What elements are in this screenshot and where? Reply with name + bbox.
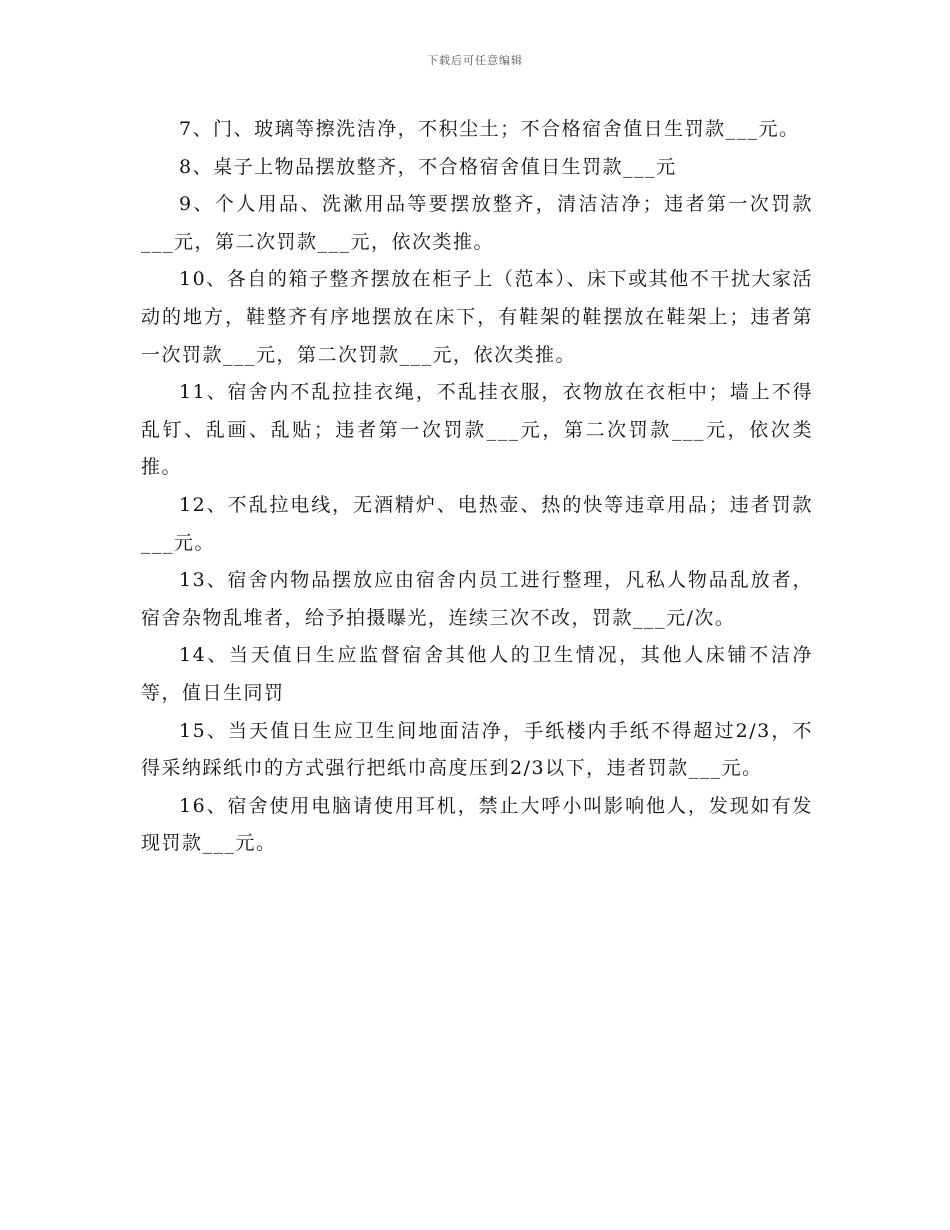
document-body bbox=[141, 111, 813, 863]
rule-paragraph-9: 9、个人用品、洗漱用品等要摆放整齐，清洁洁净；违者第一次罚款___元，第二次罚款___元，依次类推。 bbox=[141, 193, 813, 253]
rule-paragraph-16: 16、宿舍使用电脑请使用耳机，禁止大呼小叫影响他人，发现如有发现罚款___元。 bbox=[141, 794, 813, 855]
page-header: 下载后可任意编辑 bbox=[427, 54, 523, 67]
rule-paragraph-14: 14、当天值日生应监督宿舍其他人的卫生情况，其他人床铺不洁净等，值日生同罚 bbox=[141, 644, 813, 704]
rule-paragraph-8: 8、桌子上物品摆放整齐，不合格宿舍值日生罚款___元 bbox=[179, 155, 677, 178]
rule-paragraph-13: 13、宿舍内物品摆放应由宿舍内员工进行整理，凡私人物品乱放者，宿舍杂物乱堆者，给予拍摄曝光，连续三次不改，罚款___元/次。 bbox=[141, 569, 813, 629]
rule-paragraph-15: 15、当天值日生应卫生间地面洁净，手纸楼内手纸不得超过2/3，不得采纳踩纸巾的方式强行把纸巾高度压到2/3以下，违者罚款___元。 bbox=[141, 719, 813, 780]
rule-paragraph-11: 11、宿舍内不乱拉挂衣绳，不乱挂衣服，衣物放在衣柜中；墙上不得乱钉、乱画、乱贴；违者第一次罚款___元，第二次罚款___元，依次类推。 bbox=[141, 381, 813, 479]
rule-paragraph-10: 10、各自的箱子整齐摆放在柜子上（范本）、床下或其他不干扰大家活动的地方，鞋整齐有序地摆放在床下，有鞋架的鞋摆放在鞋架上；违者第一次罚款___元，第二次罚款___元，依次类推。 bbox=[141, 268, 813, 366]
rule-paragraph-12: 12、不乱拉电线，无酒精炉、电热壶、热的快等违章用品；违者罚款___元。 bbox=[141, 493, 813, 554]
rule-paragraph-7: 7、门、玻璃等擦洗洁净，不积尘土；不合格宿舍值日生罚款___元。 bbox=[179, 118, 800, 140]
